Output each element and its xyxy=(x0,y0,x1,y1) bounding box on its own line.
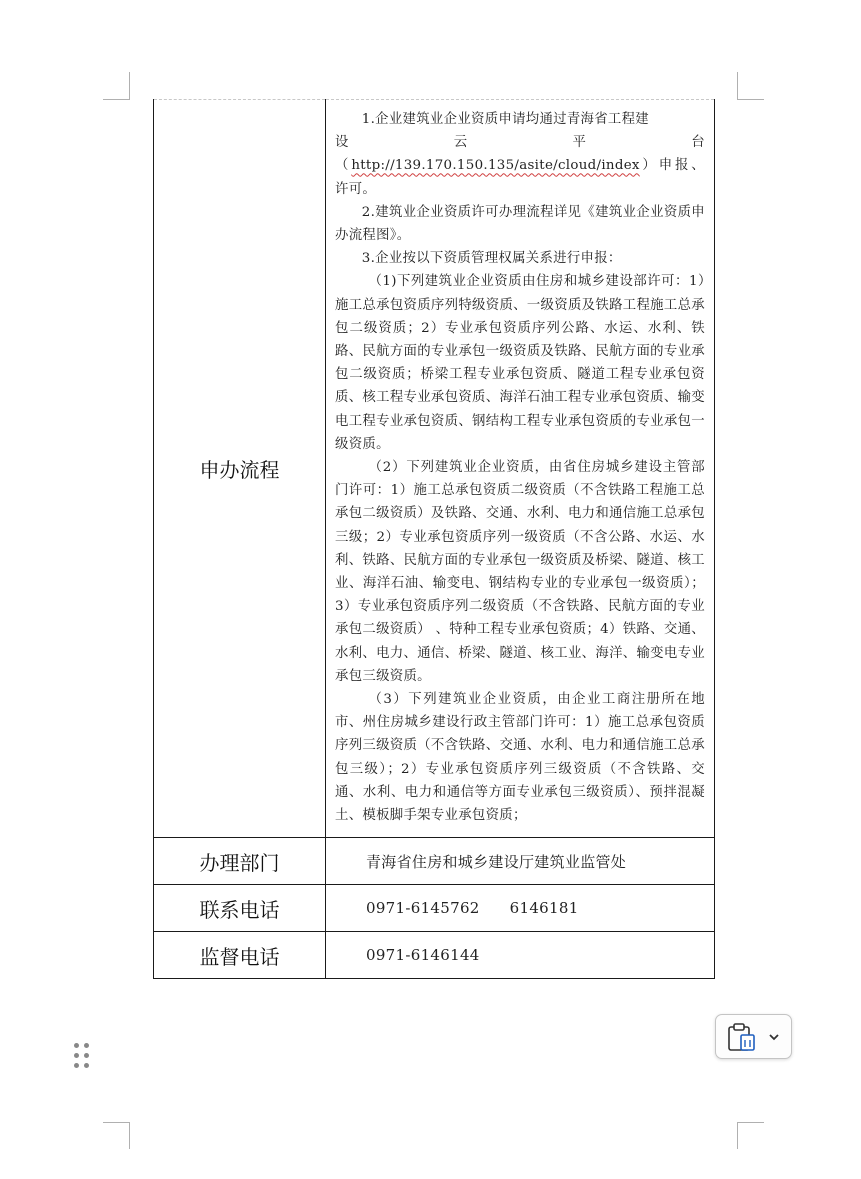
info-table xyxy=(153,99,715,979)
supervision-label[interactable]: 监督电话 xyxy=(154,932,326,979)
step-1-line: 1.企业建筑业企业资质申请均通过青海省工程建 xyxy=(361,112,649,127)
paren-open: （ xyxy=(335,158,352,174)
crop-mark-top-left xyxy=(103,72,130,100)
spread-char: 台 xyxy=(691,135,705,151)
dot xyxy=(84,1063,89,1068)
dot xyxy=(74,1063,79,1068)
contact-label[interactable]: 联系电话 xyxy=(154,885,326,932)
dot xyxy=(84,1043,89,1048)
authority-2-text: （2）下列建筑业企业资质，由省住房城乡建设主管部门许可：1）施工总承包资质二级资质（不含铁路工程施工总承包二级资质）及铁路、交通、水利、电力和通信施工总承包三级；2）专业承包资质序列一级资质（不含公路、水运、水利、铁路、民航方面的专业承包一级资质及桥梁、隧道、核工业、海洋石油、输变电、钢结构专业的专业承包一级资质）；3）专业承包资质序列二级资质（不含铁路、民航方面的专业承包二级资质） 、特种工程专业承包资质；4）铁路、交通、水利、电力、通信、桥梁、隧道、核工业、海洋、输变电专业承包三级资质。 xyxy=(335,460,705,684)
table-row-process xyxy=(154,100,715,838)
supervision-value[interactable]: 0971-6146144 xyxy=(326,932,715,979)
crop-mark-bottom-right xyxy=(737,1122,764,1149)
crop-mark-top-right xyxy=(737,72,764,100)
table-row-department xyxy=(154,838,715,885)
table-row-contact xyxy=(154,885,715,932)
department-label[interactable]: 办理部门 xyxy=(154,838,326,885)
spread-char: 设 xyxy=(335,135,349,151)
dot xyxy=(84,1053,89,1058)
table-row-supervision xyxy=(154,932,715,979)
clipboard-paste-icon xyxy=(726,1022,758,1052)
step-2-text: 2.建筑业企业资质许可办理流程详见《建筑业企业资质申办流程图》。 xyxy=(335,204,705,244)
spread-char: 云 xyxy=(453,135,468,151)
department-value[interactable]: 青海省住房和城乡建设厅建筑业监管处 xyxy=(326,838,715,885)
drag-handle-icon[interactable] xyxy=(72,1041,90,1071)
dot xyxy=(74,1043,79,1048)
phone-primary: 0971-6145762 xyxy=(366,899,480,918)
step-1-tail: ）申报、许可。 xyxy=(335,158,705,197)
platform-url-link[interactable]: http://139.170.150.135/asite/cloud/index xyxy=(351,158,640,174)
process-label[interactable]: 申办流程 xyxy=(154,100,326,838)
phone-secondary: 6146181 xyxy=(509,899,579,918)
spread-char: 平 xyxy=(572,135,587,151)
process-content[interactable] xyxy=(326,100,715,838)
chevron-down-icon xyxy=(768,1032,780,1042)
authority-1-text: （1)下列建筑业企业资质由住房和城乡建设部许可：1）施工总承包资质序列特级资质、一级资质及铁路工程施工总承包二级资质；2）专业承包资质序列公路、水运、水利、铁路、民航方面的专业承包一级资质及铁路、民航方面的专业承包二级资质；桥梁工程专业承包资质、隧道工程专业承包资质、核工程专业承包资质、海洋石油工程专业承包资质、输变电工程专业承包资质、钢结构工程专业承包资质的专业承包一级资质。 xyxy=(335,274,705,452)
dot xyxy=(74,1053,79,1058)
paste-options-button[interactable] xyxy=(715,1014,792,1059)
step-1-text xyxy=(335,108,705,131)
crop-mark-bottom-left xyxy=(103,1122,130,1149)
contact-value[interactable] xyxy=(326,885,715,932)
step-1-spread-line xyxy=(335,131,705,154)
step-1-url-line xyxy=(335,154,705,200)
step-3-text: 3.企业按以下资质管理权属关系进行申报： xyxy=(361,251,622,267)
authority-3-text: （3）下列建筑业企业资质，由企业工商注册所在地市、州住房城乡建设行政主管部门许可：1）施工总承包资质序列三级资质（不含铁路、交通、水利、电力和通信施工总承包三级）；2）专业承包资质序列三级资质（不含铁路、交通、水利、电力和通信等方面专业承包三级资质）、预拌混凝土、模板脚手架专业承包资质； xyxy=(335,692,705,824)
